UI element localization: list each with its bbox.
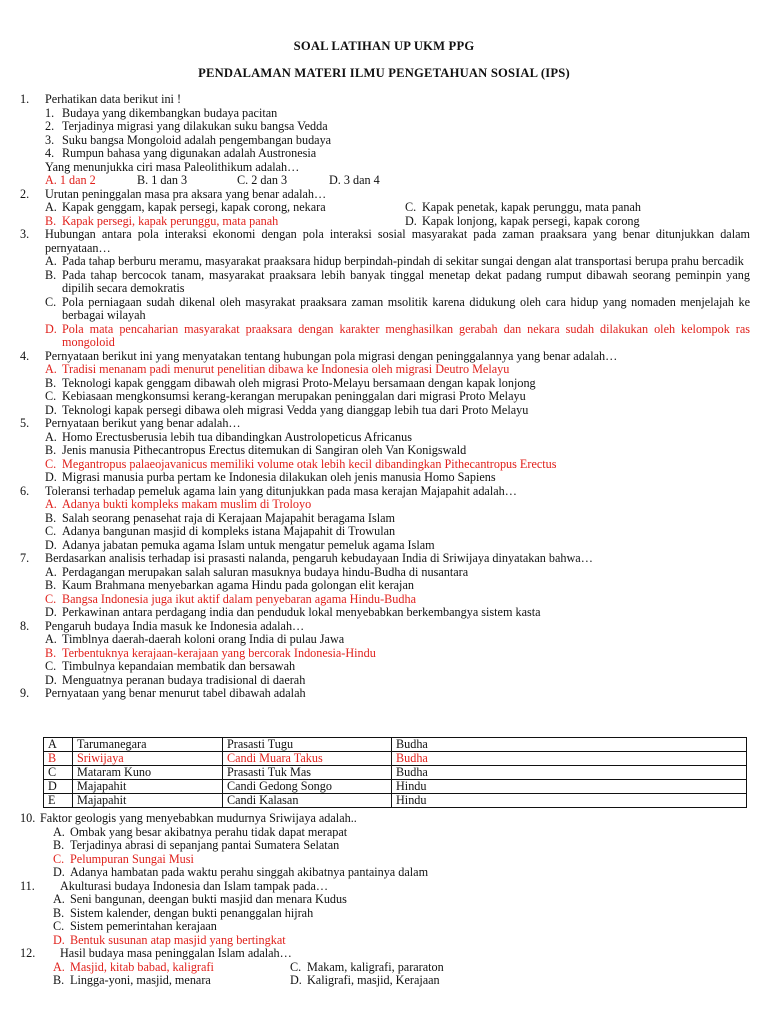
option-b: B. Pada tahap bercocok tanam, masyarakat praaksara lebih banyak tinggal menetap dekat padang rumput dibawah seorang peminpin yang dipilih secara demokratis [45,267,750,295]
option-c: C. Timbulnya kepandaian membatik dan bersawah [45,659,296,673]
question-7 [20,552,750,620]
option-letter-cell: D [44,780,73,794]
table-row [44,794,747,808]
question-number: 2. [20,186,30,201]
question-4 [20,350,750,418]
option-letter-cell: C [44,766,73,780]
table-row [44,766,747,780]
answer-row [20,961,750,975]
option-b-answer: B. Terbentuknya kerajaan-kerajaan yang bercorak Indonesia-Hindu [45,645,376,660]
question-11 [20,880,750,948]
question-text: Pernyataan berikut ini yang menyatakan tentang hubungan pola migrasi dengan peninggalannya yang benar adalah… [45,348,618,363]
option-c: C. Kapak penetak, kapak perunggu, mata panah [405,200,641,214]
option-d: D. 3 dan 4 [329,173,380,187]
question-number: 12. [20,946,36,960]
option-a: A. Pada tahap berburu meramu, masyarakat praaksara hidup berpindah-pindah di sekitar sungai dengan alat transportasi berupa prahu bercadik [45,254,744,268]
relic-cell: Candi Muara Takus [223,752,392,766]
option-d: D. Kapak lonjong, kapak persegi, kapak corong [405,213,640,228]
option-letter-cell: B [44,752,73,766]
option-d-answer: D. Pola mata pencaharian masyarakat praaksara dengan karakter menghasilkan gerabah dan nekara sudah dilakukan oleh kelompok ras mongoloid [45,321,750,349]
table-row [44,780,747,794]
option-b: B. Terjadinya abrasi di sepanjang pantai Sumatera Selatan [53,838,340,852]
question-number: 9. [20,686,30,700]
option-b-answer: B. Kapak persegi, kapak perunggu, mata panah [45,213,279,228]
option-b: B. Teknologi kapak genggam dibawah oleh migrasi Proto-Melayu bersamaan dengan kapak lonjong [45,375,536,390]
table-row [44,752,747,766]
question-5 [20,417,750,485]
data-item: 3. Suku bangsa Mongoloid adalah pengembangan budaya [45,132,332,147]
answer-row [20,215,750,229]
question-12 [20,947,750,988]
data-item: 1. Budaya yang dikembangkan budaya pacitan [45,105,278,120]
option-c: C. Makam, kaligrafi, pararaton [290,959,444,974]
option-c: C. Sistem pemerintahan kerajaan [53,919,217,933]
religion-cell: Budha [392,766,747,780]
question-number: 10. [20,811,36,825]
question-list [20,93,750,701]
question-number: 3. [20,227,30,241]
option-d: D. Menguatnya peranan budaya tradisional di daerah [45,672,306,687]
question-text: Pernyataan yang benar menurut tabel dibawah adalah [45,686,306,700]
option-a-answer: A. Masjid, kitab babad, kaligrafi [53,959,214,974]
option-c: C. 2 dan 3 [237,173,288,187]
option-a: A. Ombak yang besar akibatnya perahu tidak dapat merapat [53,824,348,839]
option-d: D. Migrasi manusia purba pertam ke Indonesia dilakukan oleh jenis manusia Homo Sapiens [45,470,496,484]
option-a-answer: A. Adanya bukti kompleks makam muslim di Troloyo [45,497,312,511]
question-number: 6. [20,483,30,498]
question-text: Perhatikan data berikut ini ! [45,92,182,106]
kingdom-cell: Majapahit [73,780,223,794]
question-text: Pengaruh budaya India masuk ke Indonesia adalah… [45,618,305,633]
question-number: 1. [20,92,30,106]
relic-cell: Prasasti Tuk Mas [223,766,392,780]
option-c: C. Pola perniagaan sudah dikenal oleh masyrakat praaksara zaman msolitik karena didukung oleh cara hidup yang nomaden menjelajah ke berbagai wilayah [45,294,750,322]
document-subtitle: PENDALAMAN MATERI ILMU PENGETAHUAN SOSIAL (IPS) [198,66,570,80]
question-9 [20,687,750,701]
document-title: SOAL LATIHAN UP UKM PPG [293,39,475,53]
option-b: B. 1 dan 3 [137,173,188,187]
option-a: A. Seni bangunan, deengan bukti masjid dan menara Kudus [53,892,347,906]
option-a-answer: A. 1 dan 2 [45,173,96,187]
question-number: 8. [20,618,30,633]
option-d: D. Perkawinan antara perdagang india dan penduduk lokal menyebabkan berkembangya sistem kasta [45,605,541,619]
kingdom-cell: Majapahit [73,794,223,808]
question-3 [20,228,750,350]
option-b: B. Lingga-yoni, masjid, menara [53,973,211,987]
question-9-table [43,737,747,808]
religion-cell: Hindu [392,780,747,794]
option-a-answer: A. Tradisi menanam padi menurut penelitian dibawa ke Indonesia oleh migrasi Deutro Melayu [45,362,510,376]
kingdom-cell: Sriwijaya [73,752,223,766]
option-a: A. Homo Erectusberusia lebih tua dibandingkan Austrolopeticus Africanus [45,429,412,444]
question-number: 4. [20,348,30,363]
question-text: Berdasarkan analisis terhadap isi prasasti nalanda, pengaruh kebudayaan India di Sriwijaya dinyatakan bahwa… [45,551,593,565]
option-d: D. Adanya hambatan pada waktu perahu singgah akibatnya pantainya dalam [53,865,429,879]
option-b: B. Jenis manusia Pithecantropus Erectus ditemukan di Sangiran oleh Van Konigswald [45,443,467,457]
answer-options [20,174,750,188]
data-item: 4. Rumpun bahasa yang digunakan adalah Austronesia [45,146,317,160]
option-a: A. Perdagangan merupakan salah saluran masuknya budaya hindu-Budha di nusantara [45,564,469,579]
kingdom-cell: Tarumanegara [73,738,223,752]
question-6 [20,485,750,553]
option-c-answer: C. Bangsa Indonesia juga ikut aktif dalam penyebaran agama Hindu-Budha [45,591,417,606]
option-c-answer: C. Pelumpuran Sungai Musi [53,851,194,866]
question-text: Toleransi terhadap pemeluk agama lain yang ditunjukkan pada masa kerajan Majapahit adalah… [45,483,517,498]
relic-cell: Candi Gedong Songo [223,780,392,794]
question-number: 5. [20,416,30,430]
kingdom-cell: Mataram Kuno [73,766,223,780]
religion-cell: Budha [392,752,747,766]
option-d: D. Adanya jabatan pemuka agama Islam untuk mengatur pemeluk agama Islam [45,537,435,552]
question-text: Urutan peninggalan masa pra aksara yang benar adalah… [45,186,327,201]
religion-cell: Budha [392,738,747,752]
answer-row [20,201,750,215]
option-d-answer: D. Bentuk susunan atap masjid yang bertingkat [53,932,286,947]
relic-cell: Candi Kalasan [223,794,392,808]
question-number: 7. [20,551,30,565]
option-b: B. Sistem kalender, dengan bukti penanggalan hijrah [53,905,314,920]
question-10 [20,812,750,880]
question-text: Faktor geologis yang menyebabkan mudurnya Sriwijaya adalah.. [40,811,357,825]
relic-cell: Prasasti Tugu [223,738,392,752]
option-a: A. Timblnya daerah-daerah koloni orang India di pulau Jawa [45,632,345,646]
option-c-answer: C. Megantropus palaeojavanicus memiliki volume otak lebih kecil dibandingkan Pithecantropus Erectus [45,456,557,471]
question-1 [20,93,750,188]
question-prompt: Yang menunjukka ciri masa Paleolithikum adalah… [45,159,300,174]
option-letter-cell: A [44,738,73,752]
option-d: D. Kaligrafi, masjid, Kerajaan [290,973,440,987]
data-item: 2. Terjadinya migrasi yang dilakukan suku bangsa Vedda [45,119,328,133]
answer-row [20,974,750,988]
option-b: B. Salah seorang penasehat raja di Kerajaan Majapahit beragama Islam [45,510,395,525]
question-text: Hubungan antara pola interaksi ekonomi dengan pola interaksi sosial masyarakat pada zaman praaksara yang benar ditunjukkan dalam pernyataan… [45,227,750,255]
religion-cell: Hindu [392,794,747,808]
question-2 [20,188,750,229]
option-a: A. Kapak genggam, kapak persegi, kapak corong, nekara [45,200,326,214]
question-text: Hasil budaya masa peninggalan Islam adalah… [60,946,292,960]
option-c: C. Kebiasaan mengkonsumsi kerang-kerangan merupakan peninggalan dari migrasi Proto Melayu [45,389,526,403]
question-number: 11. [20,878,35,893]
question-8 [20,620,750,688]
option-c: C. Adanya bangunan masjid di kompleks istana Majapahit di Trowulan [45,524,396,538]
question-list-continued [20,812,750,988]
option-d: D. Teknologi kapak persegi dibawa oleh migrasi Vedda yang dianggap lebih tua dari Proto Melayu [45,402,529,417]
option-b: B. Kaum Brahmana menyebarkan agama Hindu pada golongan elit kerajan [45,578,414,592]
table-row [44,738,747,752]
option-letter-cell: E [44,794,73,808]
question-text: Akulturasi budaya Indonesia dan Islam tampak pada… [60,878,329,893]
question-text: Pernyataan berikut yang benar adalah… [45,416,241,430]
